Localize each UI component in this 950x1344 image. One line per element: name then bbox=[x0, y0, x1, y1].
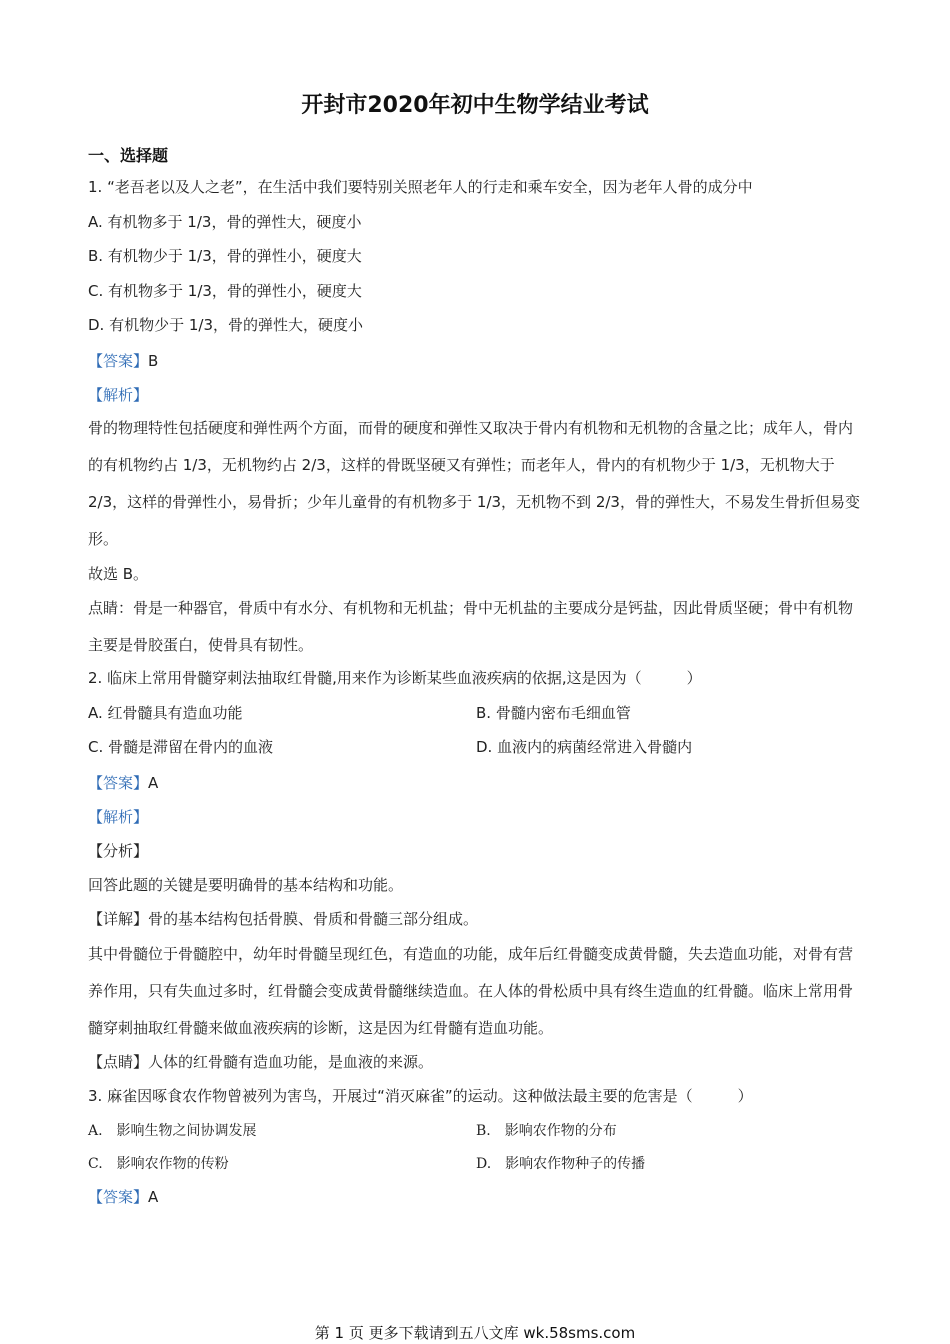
question-2-fenxi-tag: 【分析】 bbox=[88, 842, 149, 860]
answer-tag: 【答案】 bbox=[88, 774, 149, 792]
question-2-answer bbox=[88, 773, 158, 793]
answer-tag: 【答案】 bbox=[88, 352, 149, 370]
question-2-fenxi-text: 回答此题的关键是要明确骨的基本结构和功能。 bbox=[88, 876, 404, 894]
question-2-comment: 【点睛】人体的红骨髓有造血功能，是血液的来源。 bbox=[88, 1053, 434, 1071]
question-1-analysis-tag: 【解析】 bbox=[88, 386, 149, 404]
question-1-choose: 故选 B。 bbox=[88, 565, 149, 583]
question-1-analysis: 骨的物理特性包括硬度和弹性两个方面，而骨的硬度和弹性又取决于骨内有机物和无机物的含量之比；成年人，骨内的有机物约占 1/3，无机物约占 2/3，这样的骨既坚硬又有弹性；而老年人，骨内的有机物少于 1/3，无机物大于 2/3，这样的骨弹性小，易骨折；少年儿童骨的有机物多于 1/3，无机物不到 2/3，骨的弹性大，不易发生骨折但易变形。 bbox=[88, 419, 860, 548]
question-1-option-c: C. 有机物多于 1/3，骨的弹性小，硬度大 bbox=[88, 282, 362, 300]
answer-value: A bbox=[148, 774, 159, 792]
question-2-analysis-tag: 【解析】 bbox=[88, 808, 149, 826]
question-3-answer bbox=[88, 1187, 158, 1207]
question-3-option-a: A. 影响生物之间协调发展 bbox=[88, 1123, 257, 1139]
answer-tag: 【答案】 bbox=[88, 1188, 149, 1206]
question-2-detail: 【详解】骨的基本结构包括骨膜、骨质和骨髓三部分组成。 bbox=[88, 910, 479, 928]
question-3-stem: 3. 麻雀因啄食农作物曾被列为害鸟，开展过“消灭麻雀”的运动。这种做法最主要的危害是（ ） bbox=[88, 1087, 753, 1105]
page-footer: 第 1 页 更多下载请到五八文库 wk.58sms.com bbox=[314, 1324, 636, 1342]
question-1-stem: 1. “老吾老以及人之老”，在生活中我们要特别关照老年人的行走和乘车安全，因为老年人骨的成分中 bbox=[88, 178, 753, 196]
question-1-comment: 点睛：骨是一种器官，骨质中有水分、有机物和无机盐；骨中无机盐的主要成分是钙盐，因此骨质坚硬；骨中有机物主要是骨胶蛋白，使骨具有韧性。 bbox=[88, 599, 854, 654]
question-1-option-a: A. 有机物多于 1/3，骨的弹性大，硬度小 bbox=[88, 213, 362, 231]
question-1-option-b: B. 有机物少于 1/3，骨的弹性小，硬度大 bbox=[88, 247, 362, 265]
answer-value: B bbox=[148, 352, 159, 370]
question-1-option-d: D. 有机物少于 1/3，骨的弹性大，硬度小 bbox=[88, 316, 363, 334]
answer-value: A bbox=[148, 1188, 159, 1206]
question-3-option-b: B. 影响农作物的分布 bbox=[476, 1123, 617, 1139]
question-3-option-c: C. 影响农作物的传粉 bbox=[88, 1156, 229, 1172]
question-3-option-d: D. 影响农作物种子的传播 bbox=[476, 1156, 646, 1172]
question-2-option-d: D. 血液内的病菌经常进入骨髓内 bbox=[476, 738, 693, 756]
question-1-answer bbox=[88, 351, 158, 371]
page-title: 开封市2020年初中生物学结业考试 bbox=[301, 93, 649, 118]
question-2-option-a: A. 红骨髓具有造血功能 bbox=[88, 704, 243, 722]
section-heading: 一、选择题 bbox=[88, 146, 169, 165]
question-2-option-b: B. 骨髓内密布毛细血管 bbox=[476, 704, 631, 722]
question-2-detail-body: 其中骨髓位于骨髓腔中，幼年时骨髓呈现红色，有造血的功能，成年后红骨髓变成黄骨髓，失去造血功能，对骨有营养作用，只有失血过多时，红骨髓会变成黄骨髓继续造血。在人体的骨松质中具有终生造血的红骨髓。临床上常用骨髓穿刺抽取红骨髓来做血液疾病的诊断，这是因为红骨髓有造血功能。 bbox=[88, 945, 854, 1037]
question-2-option-c: C. 骨髓是滞留在骨内的血液 bbox=[88, 738, 274, 756]
question-2-stem: 2. 临床上常用骨髓穿刺法抽取红骨髓,用来作为诊断某些血液疾病的依据,这是因为（ ） bbox=[88, 669, 702, 687]
